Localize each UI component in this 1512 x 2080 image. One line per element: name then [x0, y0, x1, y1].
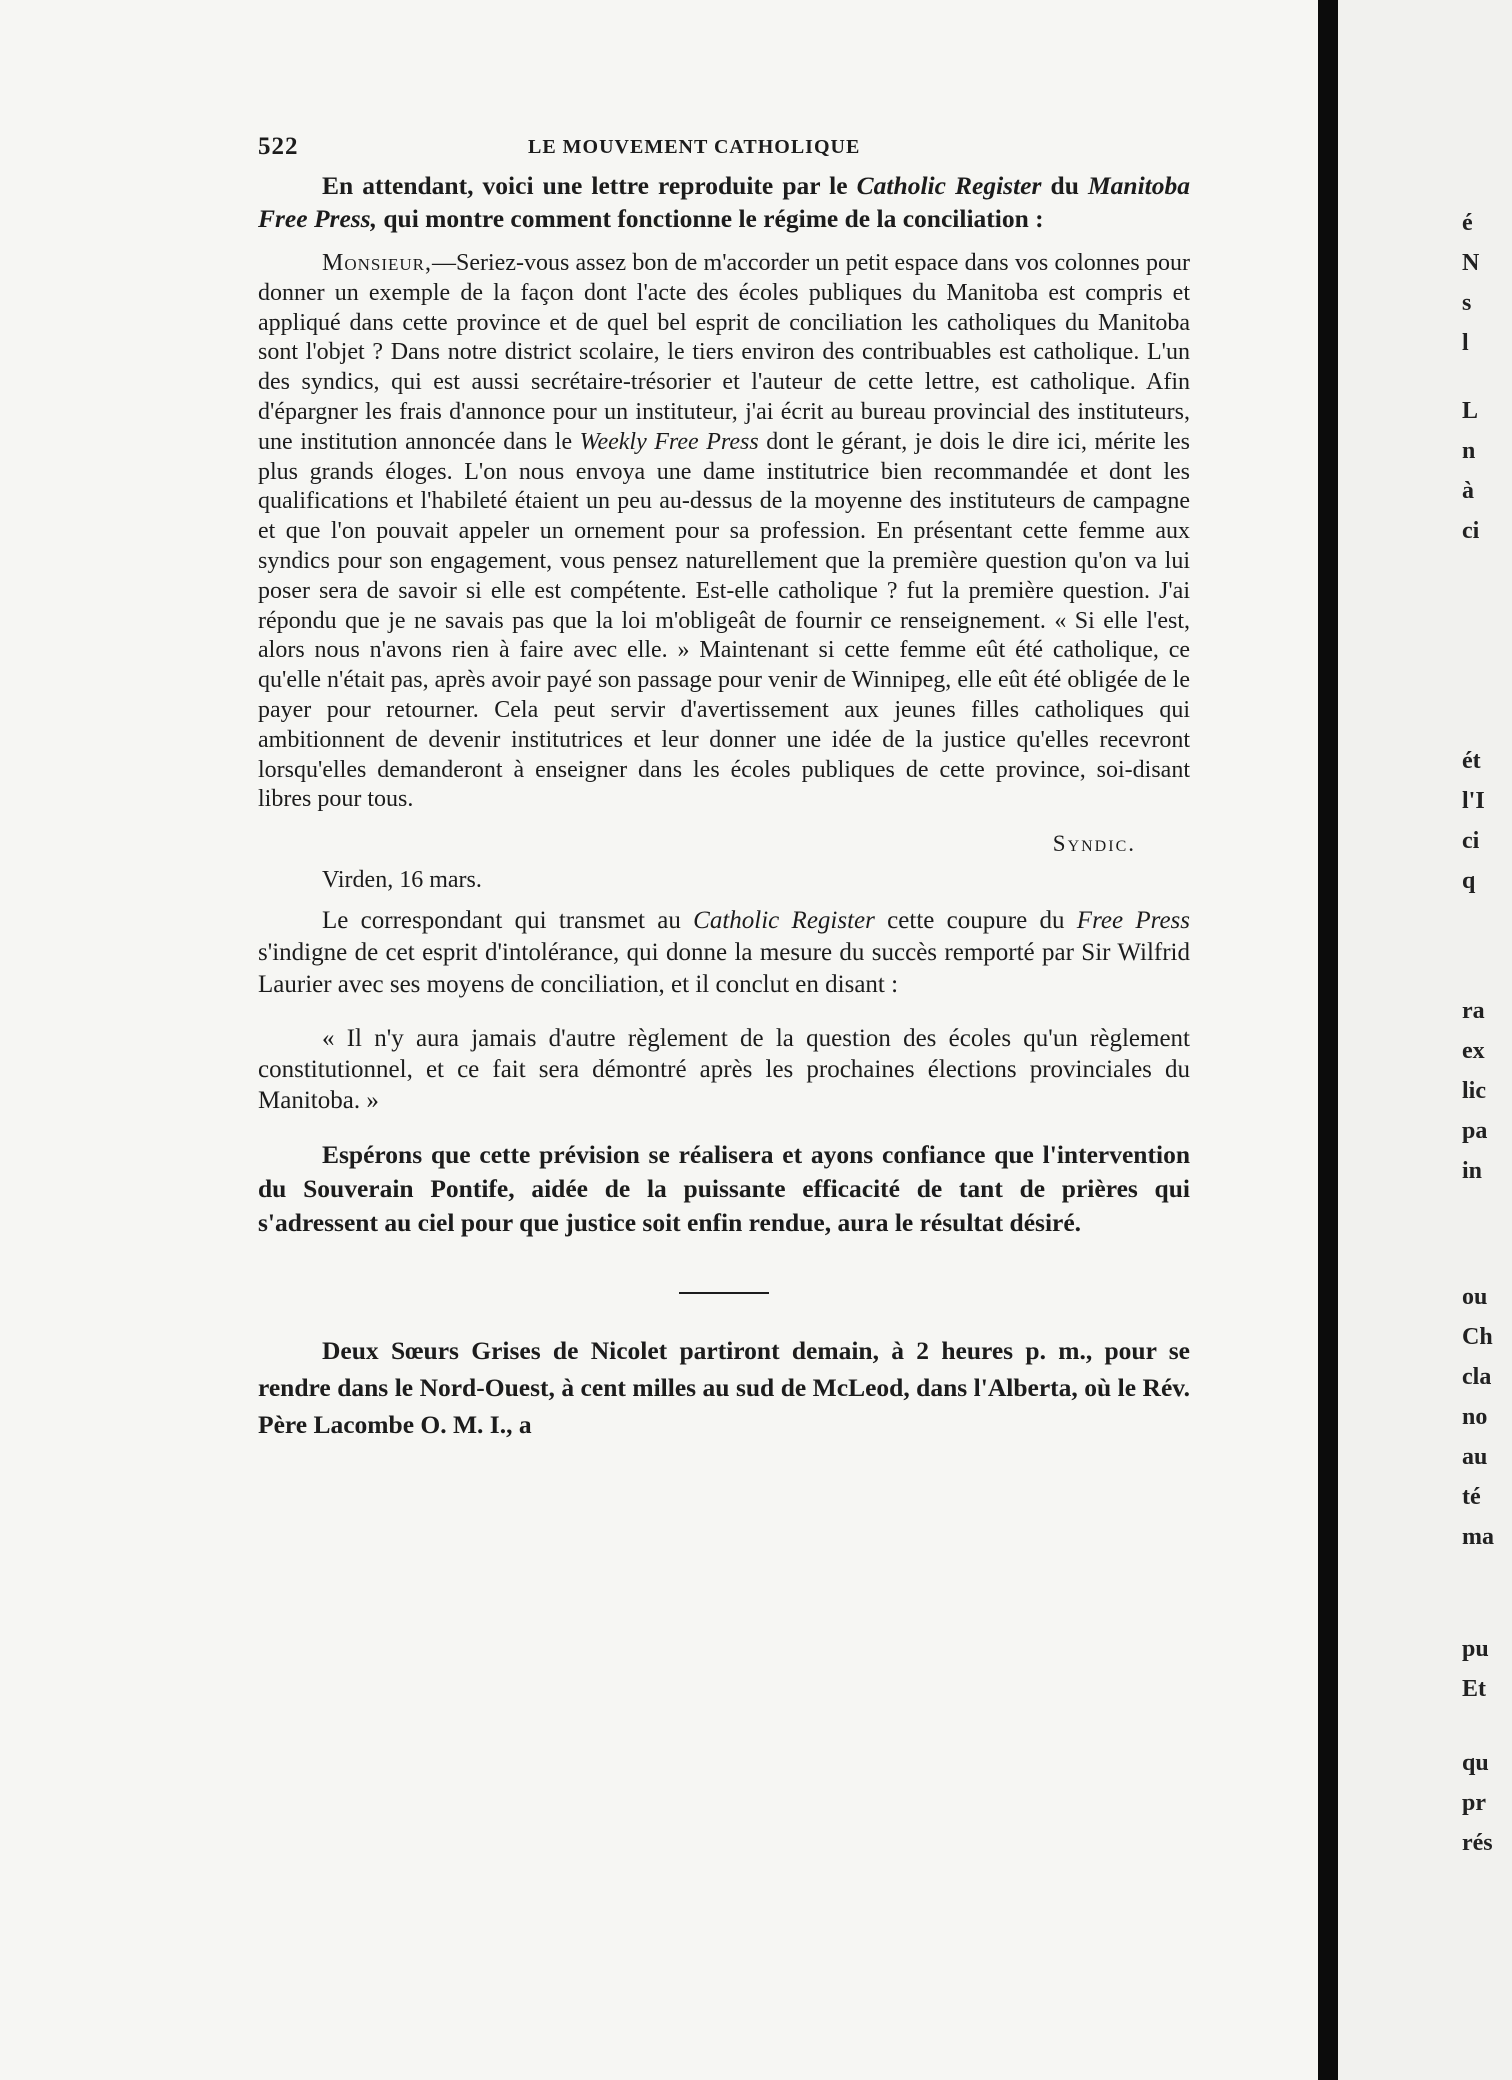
letter-text-2: dont le gérant, je dois le dire ici, mérite les plus grands éloges. L'on nous envoya une dame institutrice bien recommandée et dont les qualifications et l'habileté étaient un peu au-dessus de la moyenne des instituteurs de campagne et que l'on pouvait appeler un ornement pour sa profession. En présentant cette femme aux syndics pour son engagement, vous pensez naturellement que la première question qu'on va lui poser sera de savoir si elle est compétente. Est-elle catholique ? fut la première question. J'ai répondu que je ne savais pas que la loi m'obligeât de fournir ce renseignement. « Si elle l'est, alors nous n'avons rien à faire avec elle. » Maintenant si cette femme eût été catholique, ce qu'elle n'était pas, après avoir payé son passage pour venir de Winnipeg, elle eût été obligée de le payer pour retourner. Cela peut servir d'avertissement aux jeunes filles catholiques qui ambitionnent de devenir institutrices et leur donner une idée de la justice qu'elles recevront lorsqu'elles demanderont à enseigner dans les écoles publiques de cette province, soi-disant libres pour tous.: [258, 428, 1190, 813]
letter-signature: Syndic.: [1052, 831, 1136, 857]
letter-text-1: —Seriez-vous assez bon de m'accorder un petit espace dans vos colonnes pour donner un exemple de la façon dont l'acte des écoles publiques du Manitoba est compris et appliqué dans cette province et de quel bel esprit de conciliation les catholiques du Manitoba sont l'objet ? Dans notre district scolaire, le tiers environ des contribuables est catholique. L'un des syndics, qui est aussi secrétaire-trésorier et l'auteur de cette lettre, est catholique. Afin d'épargner les frais d'annonce pour un instituteur, j'ai écrit au bureau provincial des instituteurs, une institution annoncée dans le: [258, 250, 1190, 455]
facing-page-fragment: ci: [1462, 518, 1480, 544]
facing-page-fragment: Et: [1462, 1676, 1486, 1702]
running-title: LE MOUVEMENT CATHOLIQUE: [528, 136, 861, 158]
correspondent-italic-1: Catholic Register: [693, 907, 875, 935]
letter-dateline: Virden, 16 mars.: [322, 867, 482, 894]
hope-paragraph: Espérons que cette prévision se réalisera et ayons confiance que l'intervention du Souverain Pontife, aidée de la puissante efficacité de tant de prières qui s'adressent au ciel pour que justice soit enfin rendue, aura le résultat désiré.: [258, 1140, 1190, 1238]
letter-salutation: Monsieur,: [322, 250, 433, 276]
page-content: [258, 125, 1190, 1443]
facing-page-fragment: no: [1462, 1404, 1488, 1430]
intro-paragraph: [258, 169, 1190, 235]
facing-page-fragment: l'I: [1462, 788, 1485, 814]
running-head: [258, 125, 1190, 165]
intro-italic-1: Catholic Register: [856, 171, 1042, 200]
facing-page-fragment: s: [1462, 290, 1472, 316]
facing-page-fragment: ra: [1462, 998, 1485, 1024]
page-number: 522: [258, 133, 299, 160]
facing-page-text: [1462, 0, 1512, 2080]
facing-page-fragment: ou: [1462, 1284, 1488, 1310]
facing-page-fragment: à: [1462, 478, 1474, 504]
facing-page-fragment: é: [1462, 210, 1473, 236]
facing-page-fragment: ét: [1462, 748, 1481, 774]
facing-page-fragment: lic: [1462, 1078, 1486, 1104]
facing-page-fragment: au: [1462, 1444, 1488, 1470]
facing-page-fragment: té: [1462, 1484, 1481, 1510]
letter-italic-1: Weekly Free Press: [579, 428, 759, 455]
section-divider: [679, 1292, 769, 1294]
facing-page-fragment: ex: [1462, 1038, 1485, 1064]
correspondent-paragraph: [258, 905, 1190, 1001]
intro-italic-2: Manitoba Free Press,: [258, 171, 1190, 233]
news-paragraph: Deux Sœurs Grises de Nicolet partiront demain, à 2 heures p. m., pour se rendre dans le Nord-Ouest, à cent milles au sud de McLeod, dans l'Alberta, où le Rév. Père Lacombe O. M. I., a: [258, 1336, 1190, 1440]
facing-page-fragment: cla: [1462, 1364, 1492, 1390]
intro-text-3: qui montre comment fonctionne le régime de la conciliation :: [376, 204, 1044, 233]
quote-paragraph: « Il n'y aura jamais d'autre règlement de la question des écoles qu'un règlement constitutionnel, et ce fait sera démontré après les prochaines élections provinciales du Manitoba. »: [258, 1025, 1190, 1115]
facing-page-fragment: ci: [1462, 828, 1480, 854]
intro-text-2: du: [1041, 171, 1088, 200]
facing-page-fragment: in: [1462, 1158, 1483, 1184]
facing-page-fragment: ma: [1462, 1524, 1494, 1550]
facing-page-fragment: L: [1462, 398, 1479, 424]
correspondent-text-1: Le correspondant qui transmet au: [322, 907, 694, 935]
facing-page-fragment: qu: [1462, 1750, 1489, 1776]
facing-page-fragment: N: [1462, 250, 1480, 276]
letter-paragraph: [258, 249, 1190, 815]
correspondent-text-2: cette coupure du: [874, 907, 1077, 935]
facing-page-fragment: l: [1462, 330, 1469, 356]
facing-page-fragment: pr: [1462, 1790, 1486, 1816]
facing-page-fragment: pu: [1462, 1636, 1489, 1662]
intro-text-1: En attendant, voici une lettre reproduite par le: [322, 171, 857, 200]
facing-page-fragment: pa: [1462, 1118, 1488, 1144]
correspondent-text-3: s'indigne de cet esprit d'intolérance, qui donne la mesure du succès remporté par Sir Wilfrid Laurier avec ses moyens de conciliation, et il conclut en disant :: [258, 939, 1190, 999]
facing-page-fragment: Ch: [1462, 1324, 1493, 1350]
facing-page-fragment: rés: [1462, 1830, 1493, 1856]
correspondent-italic-2: Free Press: [1076, 907, 1190, 935]
facing-page-fragment: q: [1462, 868, 1476, 894]
book-spine: [1318, 0, 1338, 2080]
facing-page-fragment: n: [1462, 438, 1476, 464]
